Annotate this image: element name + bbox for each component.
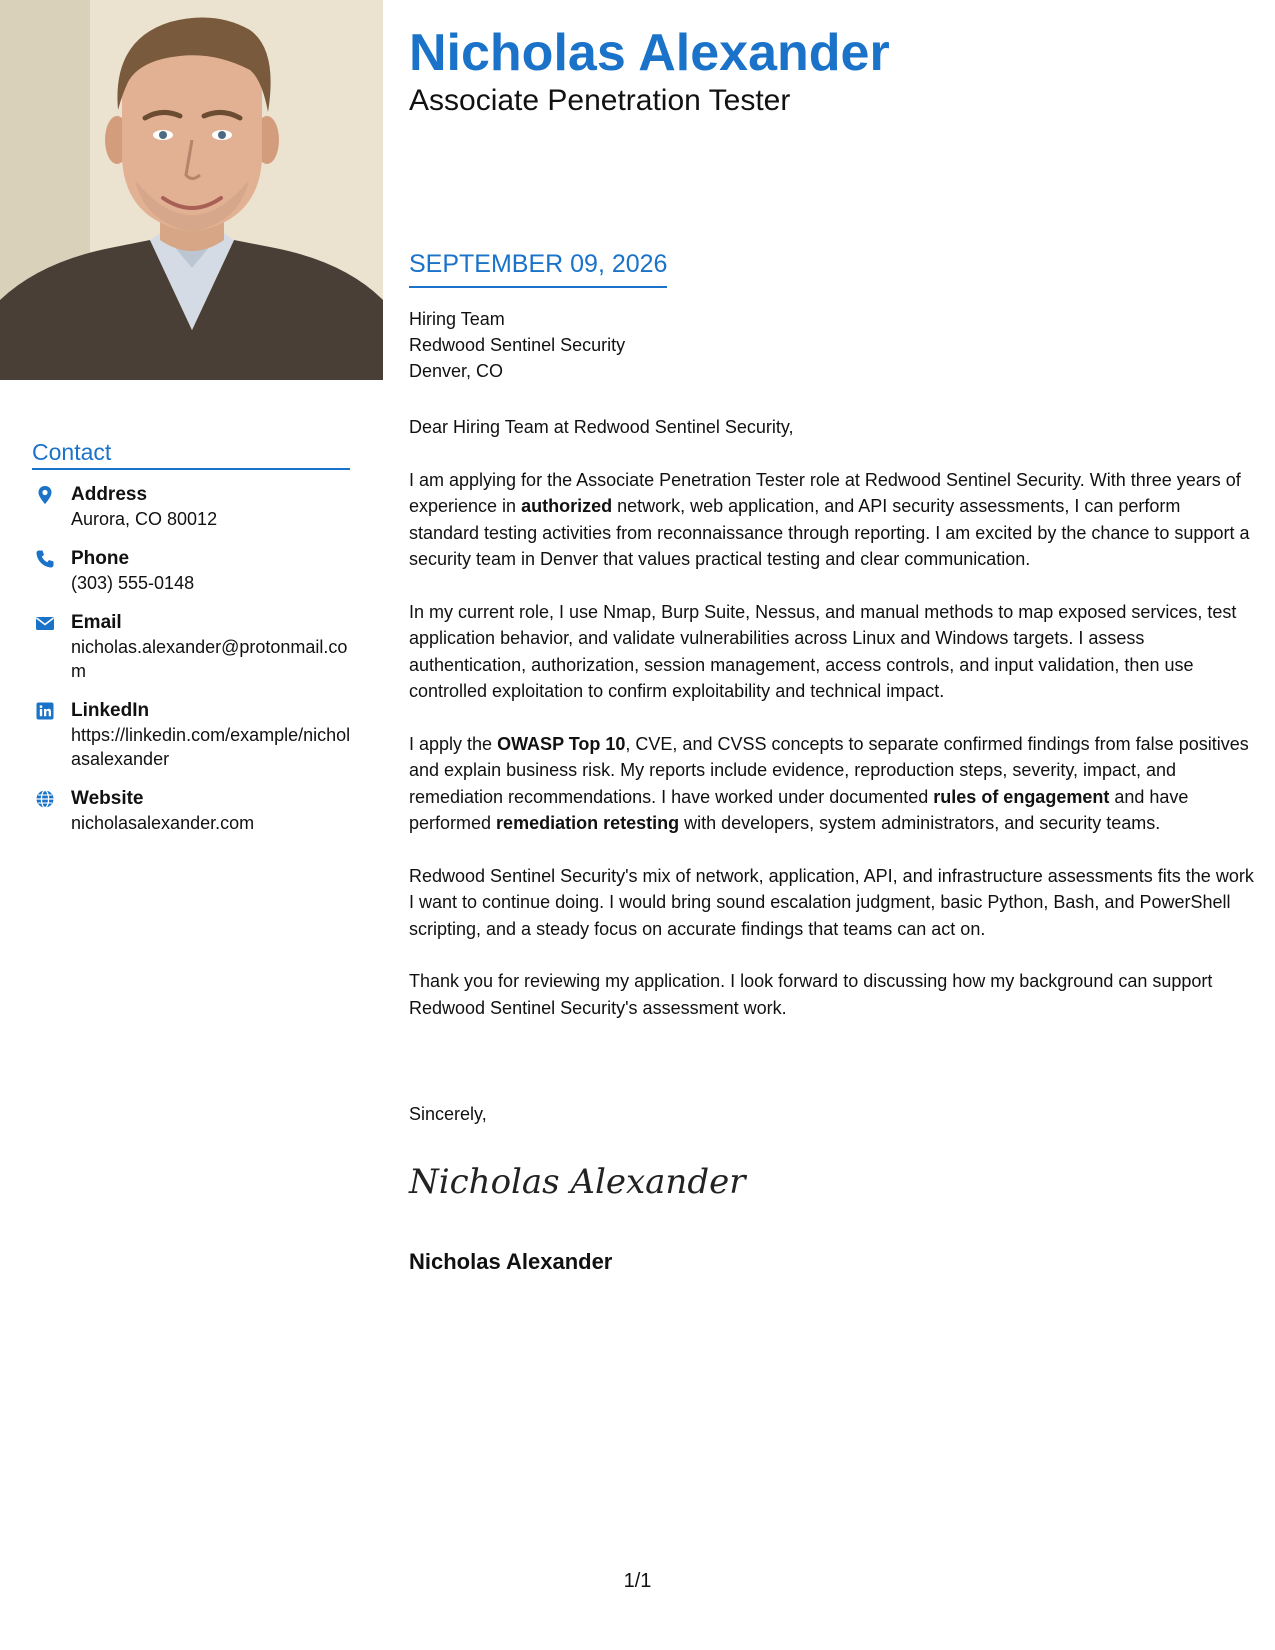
contact-website	[32, 786, 352, 835]
letter-body	[409, 414, 1254, 1047]
page-number: 1/1	[623, 1570, 652, 1592]
linkedin-value[interactable]: https://linkedin.com/example/nicholasalexander	[71, 725, 351, 769]
text-run: and have performed	[409, 786, 1189, 833]
contact-heading: Contact	[32, 438, 350, 470]
address-label: Address	[71, 484, 148, 505]
emphasis-text: OWASP Top 10	[497, 733, 626, 754]
paragraph-reporting	[409, 731, 1254, 837]
recipient-line: Redwood Sentinel Security	[409, 335, 626, 355]
letter-date: SEPTEMBER 09, 2026	[409, 248, 667, 288]
phone-icon	[35, 549, 55, 569]
linkedin-icon	[35, 701, 55, 721]
text-run: with developers, system administrators, and security teams.	[679, 813, 1161, 833]
emphasis-text: authorized	[521, 496, 613, 516]
signed-name: Nicholas Alexander	[409, 1249, 613, 1274]
recipient-block	[409, 306, 625, 384]
map-pin-icon	[35, 485, 55, 505]
email-label: Email	[71, 612, 122, 633]
recipient-line: Denver, CO	[409, 361, 504, 381]
text-run: , CVE, and CVSS concepts to separate confirmed findings from false positives and explain business risk. My reports include evidence, reproduction steps, severity, impact, and remediation recommendations. I have worked under documented	[409, 733, 1249, 807]
closing: Sincerely,	[409, 1104, 487, 1124]
contact-list	[32, 482, 352, 850]
address-value: Aurora, CO 80012	[71, 509, 218, 529]
text-run: I am applying for the Associate Penetration Tester role at Redwood Sentinel Security. With three years of experience in	[409, 469, 1241, 516]
job-title: Associate Penetration Tester	[409, 84, 791, 117]
phone-value: (303) 555-0148	[71, 573, 195, 593]
handwritten-signature: Nicholas Alexander	[409, 1162, 746, 1202]
salutation: Dear Hiring Team at Redwood Sentinel Security,	[409, 417, 794, 437]
contact-address	[32, 482, 352, 531]
emphasis-text: remediation retesting	[496, 813, 680, 833]
paragraph-fit: Redwood Sentinel Security's mix of network, application, API, and infrastructure assessments fits the work I want to continue doing. I would bring sound escalation judgment, basic Python, Bash, and PowerShell scripting, and a steady focus on accurate findings that teams can act on.	[409, 865, 1254, 939]
paragraph-intro	[409, 467, 1254, 573]
paragraph-experience: In my current role, I use Nmap, Burp Suite, Nessus, and manual methods to map exposed services, test application behavior, and validate vulnerabilities across Linux and Windows targets. I assess authentication, authorization, session management, access controls, and input validation, then use controlled exploitation to confirm exploitability and technical impact.	[409, 601, 1237, 701]
contact-linkedin	[32, 698, 352, 771]
envelope-icon	[35, 613, 55, 633]
applicant-name: Nicholas Alexander	[409, 24, 890, 82]
portrait-illustration	[0, 0, 383, 380]
phone-label: Phone	[71, 548, 130, 569]
globe-icon	[35, 789, 55, 809]
website-label: Website	[71, 788, 144, 809]
sidebar	[0, 0, 383, 1650]
contact-phone	[32, 546, 352, 595]
email-value[interactable]: nicholas.alexander@protonmail.com	[71, 637, 348, 681]
recipient-line: Hiring Team	[409, 309, 505, 329]
text-run: I apply the	[409, 733, 498, 754]
paragraph-thanks: Thank you for reviewing my application. I look forward to discussing how my background can support Redwood Sentinel Security's assessment work.	[409, 971, 1213, 1018]
linkedin-label: LinkedIn	[71, 700, 150, 721]
profile-photo	[0, 0, 383, 380]
website-value[interactable]: nicholasalexander.com	[71, 813, 255, 833]
emphasis-text: rules of engagement	[933, 786, 1110, 807]
contact-email	[32, 610, 352, 683]
text-run: network, web application, and API security assessments, I can perform standard testing activities from reconnaissance through reporting. I am excited by the chance to support a security team in Denver that values practical testing and clear communication.	[409, 496, 1250, 569]
